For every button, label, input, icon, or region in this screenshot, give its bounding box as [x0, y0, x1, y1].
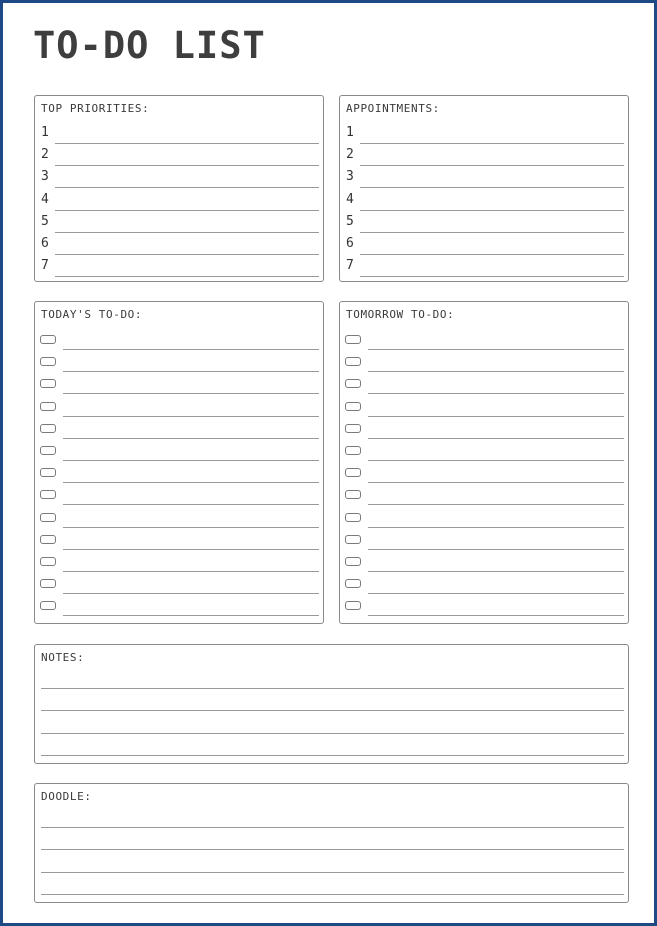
todo-row[interactable]: [340, 595, 628, 617]
numbered-row[interactable]: [340, 190, 628, 212]
todo-row[interactable]: [340, 551, 628, 573]
todo-row[interactable]: [340, 484, 628, 506]
write-line[interactable]: [63, 527, 319, 528]
row-number: 3: [346, 169, 354, 185]
write-line[interactable]: [360, 187, 624, 188]
write-line[interactable]: [360, 276, 624, 277]
write-line[interactable]: [360, 232, 624, 233]
numbered-row[interactable]: [340, 256, 628, 278]
row-number: 3: [41, 169, 49, 185]
numbered-row[interactable]: [35, 145, 323, 167]
write-line[interactable]: [41, 849, 624, 850]
write-line[interactable]: [360, 165, 624, 166]
checkbox[interactable]: [345, 424, 361, 433]
write-line[interactable]: [63, 482, 319, 483]
write-line[interactable]: [41, 827, 624, 828]
appointments-title: APPOINTMENTS:: [346, 102, 440, 115]
todo-row[interactable]: [340, 462, 628, 484]
checkbox[interactable]: [345, 468, 361, 477]
todo-row[interactable]: [35, 351, 323, 373]
todo-row[interactable]: [35, 373, 323, 395]
numbered-row[interactable]: [35, 123, 323, 145]
row-number: 1: [41, 125, 49, 140]
top-priorities-title: TOP PRIORITIES:: [41, 102, 150, 115]
todo-row[interactable]: [35, 595, 323, 617]
write-line[interactable]: [41, 894, 624, 895]
checkbox[interactable]: [40, 379, 56, 388]
write-line[interactable]: [55, 165, 319, 166]
checkbox[interactable]: [345, 601, 361, 610]
row-number: 6: [41, 236, 49, 251]
checkbox[interactable]: [345, 513, 361, 522]
write-line[interactable]: [368, 371, 624, 372]
numbered-row[interactable]: [35, 190, 323, 212]
write-line[interactable]: [368, 482, 624, 483]
checkbox[interactable]: [345, 335, 361, 344]
notes-section: [34, 644, 629, 764]
checkbox[interactable]: [40, 357, 56, 366]
write-line[interactable]: [360, 210, 624, 211]
checkbox[interactable]: [345, 357, 361, 366]
write-line[interactable]: [41, 710, 624, 711]
todays-todo-title: TODAY'S TO-DO:: [41, 308, 143, 321]
checkbox[interactable]: [40, 490, 56, 499]
numbered-row[interactable]: [35, 256, 323, 278]
tomorrow-todo-title: TOMORROW TO-DO:: [346, 308, 455, 321]
tomorrow-todo-section: [339, 301, 629, 624]
write-line[interactable]: [368, 460, 624, 461]
todo-row[interactable]: [340, 418, 628, 440]
write-line[interactable]: [368, 571, 624, 572]
write-line[interactable]: [368, 393, 624, 394]
row-number: 4: [41, 191, 49, 207]
write-line[interactable]: [63, 460, 319, 461]
numbered-row[interactable]: [35, 234, 323, 256]
numbered-row[interactable]: [340, 123, 628, 145]
row-number: 2: [346, 147, 354, 163]
todo-row[interactable]: [340, 573, 628, 595]
checkbox[interactable]: [40, 557, 56, 566]
todo-row[interactable]: [35, 507, 323, 529]
todo-row[interactable]: [340, 351, 628, 373]
row-number: 5: [346, 213, 354, 229]
notes-title: NOTES:: [41, 651, 85, 664]
todo-row[interactable]: [340, 396, 628, 418]
write-line[interactable]: [41, 755, 624, 756]
top-priorities-section: [34, 95, 324, 282]
checkbox[interactable]: [40, 424, 56, 433]
checkbox[interactable]: [40, 446, 56, 455]
checkbox[interactable]: [345, 379, 361, 388]
todo-row[interactable]: [340, 373, 628, 395]
doodle-title: DOODLE:: [41, 790, 92, 803]
numbered-row[interactable]: [340, 167, 628, 189]
write-line[interactable]: [55, 143, 319, 144]
write-line[interactable]: [368, 349, 624, 350]
row-number: 2: [41, 147, 49, 163]
write-line[interactable]: [63, 438, 319, 439]
write-line[interactable]: [368, 416, 624, 417]
row-number: 7: [41, 258, 49, 274]
write-line[interactable]: [63, 349, 319, 350]
checkbox[interactable]: [345, 490, 361, 499]
write-line[interactable]: [55, 210, 319, 211]
write-line[interactable]: [63, 504, 319, 505]
todo-row[interactable]: [35, 551, 323, 573]
write-line[interactable]: [360, 143, 624, 144]
write-line[interactable]: [368, 527, 624, 528]
write-line[interactable]: [63, 416, 319, 417]
write-line[interactable]: [63, 571, 319, 572]
checkbox[interactable]: [40, 468, 56, 477]
numbered-row[interactable]: [340, 212, 628, 234]
checkbox[interactable]: [40, 601, 56, 610]
write-line[interactable]: [360, 254, 624, 255]
numbered-row[interactable]: [340, 234, 628, 256]
row-number: 7: [346, 258, 354, 274]
page-title: TO-DO LIST: [33, 24, 266, 67]
write-line[interactable]: [55, 276, 319, 277]
write-line[interactable]: [41, 872, 624, 873]
write-line[interactable]: [63, 371, 319, 372]
write-line[interactable]: [41, 688, 624, 689]
write-line[interactable]: [368, 593, 624, 594]
todo-row[interactable]: [35, 462, 323, 484]
numbered-row[interactable]: [340, 145, 628, 167]
checkbox[interactable]: [40, 535, 56, 544]
todays-todo-section: [34, 301, 324, 624]
checkbox[interactable]: [345, 557, 361, 566]
write-line[interactable]: [63, 593, 319, 594]
todo-row[interactable]: [35, 418, 323, 440]
numbered-row[interactable]: [35, 212, 323, 234]
row-number: 4: [346, 191, 354, 207]
todo-row[interactable]: [340, 507, 628, 529]
write-line[interactable]: [41, 733, 624, 734]
write-line[interactable]: [55, 232, 319, 233]
todo-row[interactable]: [35, 329, 323, 351]
todo-row[interactable]: [35, 573, 323, 595]
row-number: 6: [346, 236, 354, 251]
todo-row[interactable]: [35, 529, 323, 551]
write-line[interactable]: [368, 615, 624, 616]
checkbox[interactable]: [345, 579, 361, 588]
write-line[interactable]: [63, 615, 319, 616]
write-line[interactable]: [368, 438, 624, 439]
checkbox[interactable]: [345, 446, 361, 455]
write-line[interactable]: [55, 187, 319, 188]
checkbox[interactable]: [345, 402, 361, 411]
checkbox[interactable]: [40, 402, 56, 411]
write-line[interactable]: [63, 549, 319, 550]
numbered-row[interactable]: [35, 167, 323, 189]
write-line[interactable]: [368, 549, 624, 550]
write-line[interactable]: [55, 254, 319, 255]
todo-row[interactable]: [340, 329, 628, 351]
checkbox[interactable]: [40, 513, 56, 522]
todo-row[interactable]: [35, 484, 323, 506]
todo-row[interactable]: [35, 440, 323, 462]
checkbox[interactable]: [40, 579, 56, 588]
todo-row[interactable]: [340, 440, 628, 462]
row-number: 5: [41, 213, 49, 229]
checkbox[interactable]: [40, 335, 56, 344]
write-line[interactable]: [63, 393, 319, 394]
row-number: 1: [346, 125, 354, 140]
appointments-section: [339, 95, 629, 282]
doodle-section: [34, 783, 629, 903]
todo-row[interactable]: [35, 396, 323, 418]
checkbox[interactable]: [345, 535, 361, 544]
write-line[interactable]: [368, 504, 624, 505]
todo-row[interactable]: [340, 529, 628, 551]
